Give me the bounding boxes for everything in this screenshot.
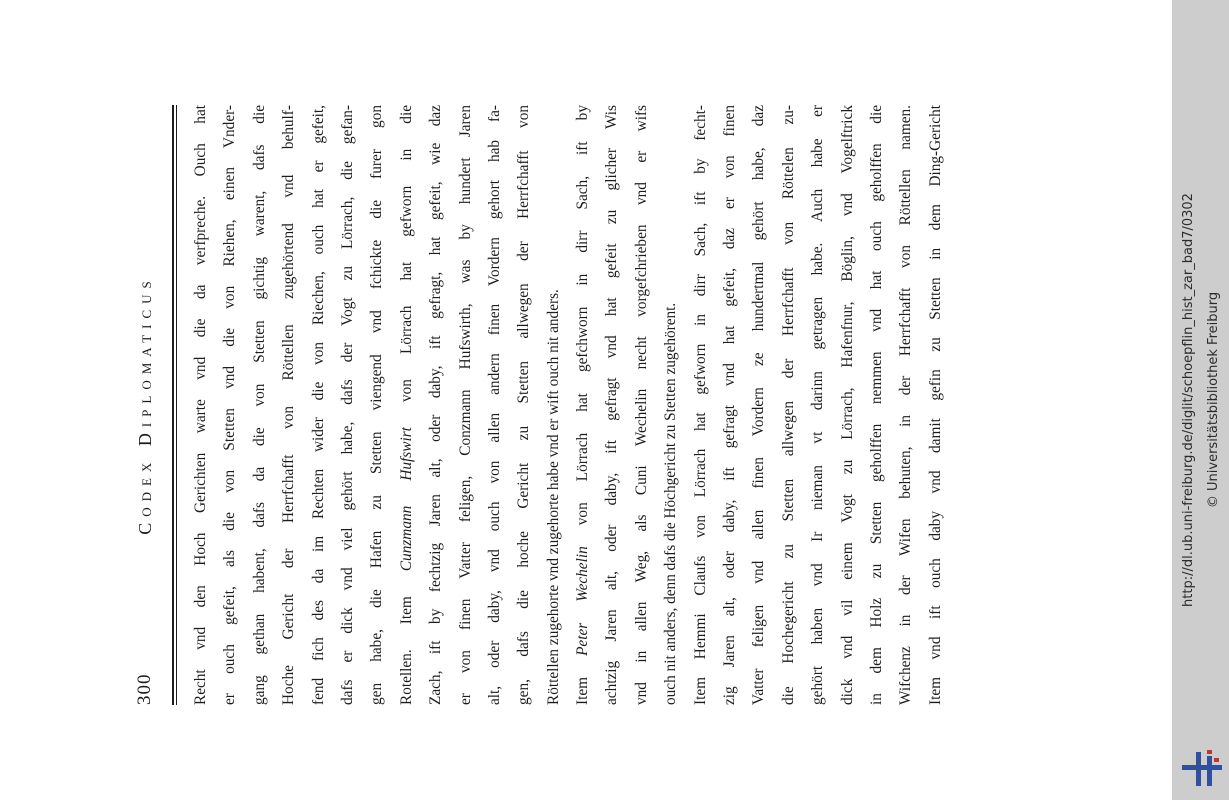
text-segment: gen, dafs die hoche Gericht zu Stetten allwegen der Herrfchafft von (515, 105, 533, 705)
text-segment: Hoche Gericht der Herrfchafft von Röttellen zugehörtend vnd behulf- (280, 105, 298, 705)
text-segment: gang gethan habent, dafs da die von Stetten gichtig warent, dafs die (250, 105, 268, 705)
text-line (362, 105, 391, 705)
text-segment: gen habe, die Hafen zu Stetten viengend vnd fchickte die furer gon (368, 105, 386, 705)
logo-bar-vertical-left (1196, 752, 1201, 786)
text-segment: er von finen Vatter feligen, Conzmann Hufswirth, was by hundert Jaren (456, 105, 474, 705)
text-line (686, 105, 715, 705)
text-segment: Item Hemmi Claufs von Lörrach hat gefworn in dirr Sach, ift by fecht- (691, 105, 709, 705)
page-header (130, 105, 160, 705)
text-line (245, 105, 274, 705)
text-segment: er ouch gefeit, als die von Stetten vnd die von Riehen, einen Vnder- (221, 105, 239, 705)
text-line (774, 105, 803, 705)
text-line (304, 105, 333, 705)
text-segment: die Hochegericht zu Stetten allwegen der Herrfchafft von Röttelen zu- (779, 105, 797, 705)
logo-bar-horizontal (1182, 765, 1222, 770)
text-line (891, 105, 920, 705)
text-segment: dafs er dick vnd viel gehört habe, dafs der Vogt zu Lörrach, die gefan- (338, 105, 356, 705)
text-segment: von Lörrach hat gefchworn in dirr Sach, ift by (574, 105, 592, 547)
text-segment: Item vnd ift ouch daby vnd damit gefin zu Stetten in dem Ding-Gericht (926, 105, 944, 705)
text-line (333, 105, 362, 705)
logo-accent-top (1207, 750, 1212, 754)
text-segment: Rotellen. Item (397, 571, 415, 705)
text-line (274, 105, 303, 705)
text-segment: ouch nit anders, denn dafs die Höchgericht zu Stetten zugehörent. (662, 302, 680, 705)
text-line (833, 105, 862, 705)
text-line (921, 105, 950, 705)
page-body-text (186, 105, 950, 705)
text-line (597, 105, 626, 705)
text-line (656, 105, 685, 705)
page-number: 300 (134, 673, 155, 705)
running-title: Codex Diplomaticus (135, 275, 155, 535)
logo-bar-vertical-right (1207, 756, 1212, 786)
text-line (215, 105, 244, 705)
text-segment: zig Jaren alt, oder daby, ift gefragt vnd hat gefeit, daz er von finen (721, 105, 739, 705)
source-url[interactable]: http://dl.ub.uni-freiburg.de/diglit/schoepflin_hist_zar_bad7/0302 (1181, 193, 1196, 607)
text-segment: dick vnd vil einem Vogt zu Lörrach, Hafenfnur, Böglin, vnd Vogelftrick (838, 105, 856, 705)
text-segment: fend fich des da im Rechten wider die von Riechen, ouch hat er gefeit, (309, 105, 327, 705)
text-line (715, 105, 744, 705)
text-line (627, 105, 656, 705)
text-segment: von Lörrach hat gefworn in die (397, 105, 415, 428)
text-line (509, 105, 538, 705)
person-name: Cunzmann Hufswirt (397, 427, 415, 572)
text-segment: in dem Holz zu Stetten geholffen nemmen vnd hat ouch geholffen die (867, 105, 885, 705)
header-rule-thin (176, 105, 177, 705)
text-line (568, 105, 597, 705)
text-segment: alt, oder daby, vnd ouch von allen andern finen Vordern gehort hab fa- (485, 105, 503, 705)
header-rule (172, 105, 174, 705)
text-segment: Röttellen zugehorte vnd zugehorte habe vnd er wift ouch nit anders. (544, 289, 562, 705)
text-line (421, 105, 450, 705)
text-segment: Item (574, 655, 592, 705)
text-line (539, 105, 568, 705)
text-segment: Recht vnd den Hoch Gerichten warte vnd die da verfpreche. Ouch hat (192, 105, 209, 705)
text-line (744, 105, 773, 705)
text-line (862, 105, 891, 705)
person-name: Peter Wechelin (574, 546, 592, 656)
logo-accent-right (1214, 758, 1219, 762)
text-line (803, 105, 832, 705)
ub-freiburg-logo-icon (1180, 748, 1224, 788)
text-line (392, 105, 421, 705)
scanned-page (130, 95, 950, 715)
text-line (451, 105, 480, 705)
text-segment: gehört haben vnd Ir nieman vt darinn getragen habe. Auch habe er (809, 105, 827, 705)
copyright-notice: © Universitätsbibliothek Freiburg (1206, 291, 1221, 509)
text-segment: Wifchenz in der Wifen behuten, in der Herrfchafft von Röttellen namen. (897, 105, 915, 705)
text-segment: achtzig Jaren alt, oder daby, ift gefragt vnd hat gefeit zu glicher Wis (603, 105, 621, 705)
text-segment: vnd in allen Weg, als Cuni Wechelin necht vorgefchrieben vnd er wifs (632, 105, 650, 705)
text-line (186, 105, 215, 705)
text-segment: Zach, ift by fechtzig Jaren alt, oder daby, ift gefragt, hat gefeit, wie daz (427, 105, 445, 705)
text-line (480, 105, 509, 705)
text-segment: Vatter feligen vnd allen finen Vordern ze hundertmal gehört habe, daz (750, 105, 768, 705)
